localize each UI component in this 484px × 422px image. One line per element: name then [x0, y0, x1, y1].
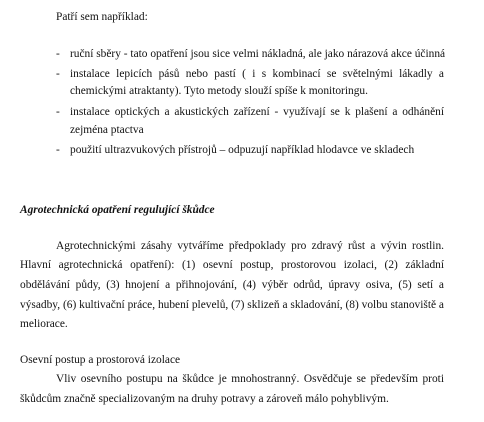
- bullet-4-line-1: použití ultrazvukových přístrojů – odpuzují například hlodavce ve skladech: [70, 144, 415, 156]
- paragraph-2-line-1: Vliv osevního postupu na škůdce je mnohostranný. Osvědčuje se především proti: [56, 373, 444, 385]
- bullet-2-line-2: chemickými atraktanty). Tyto metody slouží spíše k monitoringu.: [70, 85, 368, 97]
- bullet-1-line-1: ruční sběry - tato opatření jsou sice velmi nákladná, ale jako nárazová akce účinná: [70, 48, 446, 60]
- bullet-3-line-2: zejména ptactva: [70, 124, 144, 136]
- bullet-3-line-1: instalace optických a akustických zařízení - využívají se k plašení a odhánění: [70, 106, 444, 118]
- bullet-dash: -: [56, 144, 60, 156]
- intro-text: Patří sem například:: [56, 11, 148, 23]
- subheading: Osevní postup a prostorová izolace: [20, 354, 181, 366]
- paragraph-1-line-3: obdělávání půdy, (3) hnojení a přihnojování, (4) výběr odrůd, úpravy osiva, (5) setí a: [20, 279, 444, 291]
- bullet-dash: -: [56, 68, 60, 80]
- paragraph-1-line-1: Agrotechnickými zásahy vytváříme předpoklady pro zdravý růst a vývin rostlin.: [56, 240, 444, 252]
- paragraph-1-line-4: výsadby, (6) kultivační práce, hubení plevelů, (7) sklizeň a skladování, (8) volbu stanoviště a: [20, 299, 444, 311]
- bullet-dash: -: [56, 48, 60, 60]
- paragraph-1-line-5: meliorace.: [20, 318, 68, 330]
- paragraph-1-line-2: Hlavní agrotechnická opatření): (1) osevní postup, prostorovou izolaci, (2) základní: [20, 259, 444, 271]
- section-heading: Agrotechnická opatření regulující škůdce: [20, 204, 215, 216]
- bullet-dash: -: [56, 106, 60, 118]
- bullet-2-line-1: instalace lepicích pásů nebo pastí ( i s kombinací se světelnými lákadly a: [70, 68, 444, 80]
- paragraph-2-line-2: škůdcům značně specializovaným na druhy potravy a zároveň málo pohyblivým.: [20, 393, 389, 405]
